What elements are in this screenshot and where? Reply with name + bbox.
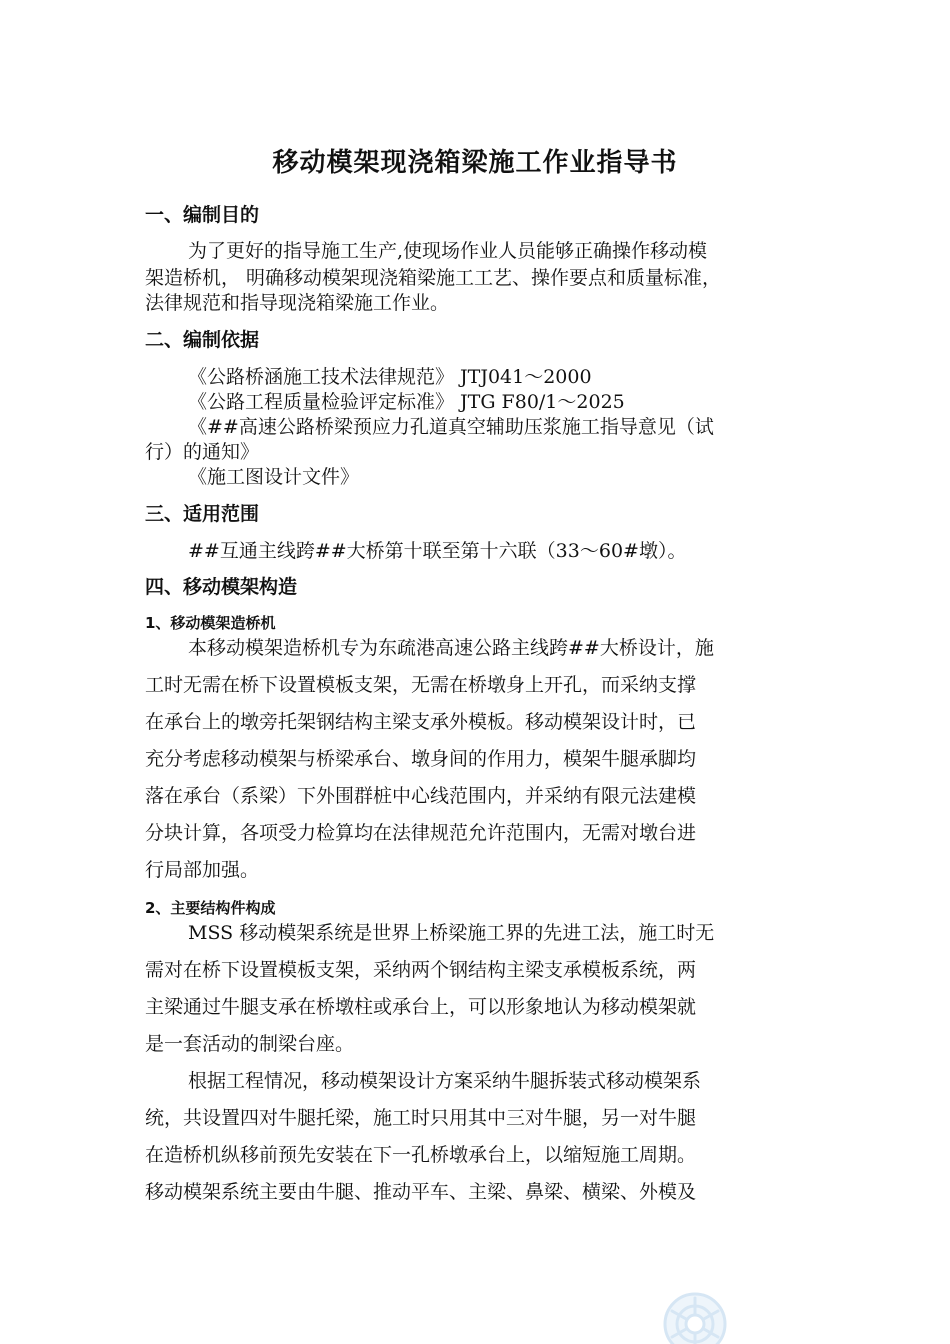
subsection-1-line: 落在承台（系梁）下外围群桩中心线范围内，并采纳有限元法建模 (145, 785, 697, 807)
subsection-2-line: 在造桥机纵移前预先安装在下一孔桥墩承台上，以缩短施工周期。 (145, 1144, 697, 1166)
subsection-1-line: 分块计算，各项受力检算均在法律规范允许范围内，无需对墩台进 (145, 822, 697, 844)
section-1-heading: 一、编制目的 (145, 204, 260, 226)
reference-item: 《公路工程质量检验评定标准》 JTG F80/1～2025 (188, 391, 625, 413)
reference-item: 《##高速公路桥梁预应力孔道真空辅助压浆施工指导意见（试 (188, 416, 714, 438)
subsection-1-line: 本移动模架造桥机专为东疏港高速公路主线跨##大桥设计，施 (188, 637, 714, 659)
subsection-2-line: 是一套活动的制梁台座。 (145, 1033, 355, 1055)
subsection-1-line: 行局部加强。 (145, 859, 260, 881)
subsection-2-heading: 2、主要结构件构成 (145, 899, 276, 917)
reference-item: 《施工图设计文件》 (188, 466, 360, 488)
section-4-heading: 四、移动模架构造 (145, 576, 298, 598)
subsection-2-line: 主梁通过牛腿支承在桥墩柱或承台上，可以形象地认为移动模架就 (145, 996, 697, 1018)
subsection-1-line: 充分考虑移动模架与桥梁承台、墩身间的作用力，模架牛腿承脚均 (145, 748, 697, 770)
subsection-2-line: 需对在桥下设置模板支架，采纳两个钢结构主梁支承模板系统，两 (145, 959, 697, 981)
section-1-line: 法律规范和指导现浇箱梁施工作业。 (145, 292, 450, 314)
snowflake-watermark-icon (652, 1278, 738, 1344)
section-3-line: ##互通主线跨##大桥第十联至第十六联（33～60#墩）。 (188, 540, 687, 562)
section-1-line: 为了更好的指导施工生产,使现场作业人员能够正确操作移动模 (188, 240, 708, 262)
section-2-heading: 二、编制依据 (145, 329, 260, 351)
document-title: 移动模架现浇箱梁施工作业指导书 (272, 148, 678, 178)
reference-item-continued: 行）的通知》 (145, 441, 260, 463)
reference-item: 《公路桥涵施工技术法律规范》 JTJ041～2000 (188, 366, 592, 388)
subsection-2-line: 统，共设置四对牛腿托梁，施工时只用其中三对牛腿，另一对牛腿 (145, 1107, 697, 1129)
subsection-1-heading: 1、移动模架造桥机 (145, 614, 276, 632)
subsection-2-line: 根据工程情况，移动模架设计方案采纳牛腿拆装式移动模架系 (188, 1070, 702, 1092)
subsection-1-line: 工时无需在桥下设置模板支架，无需在桥墩身上开孔，而采纳支撑 (145, 674, 697, 696)
section-1-line: 架造桥机， 明确移动模架现浇箱梁施工工艺、操作要点和质量标准， (145, 267, 722, 289)
section-3-heading: 三、适用范围 (145, 503, 260, 525)
subsection-1-line: 在承台上的墩旁托架钢结构主梁支承外模板。移动模架设计时，已 (145, 711, 697, 733)
subsection-2-line: 移动模架系统主要由牛腿、推动平车、主梁、鼻梁、横梁、外模及 (145, 1181, 697, 1203)
subsection-2-line: MSS 移动模架系统是世界上桥梁施工界的先进工法，施工时无 (188, 922, 715, 944)
